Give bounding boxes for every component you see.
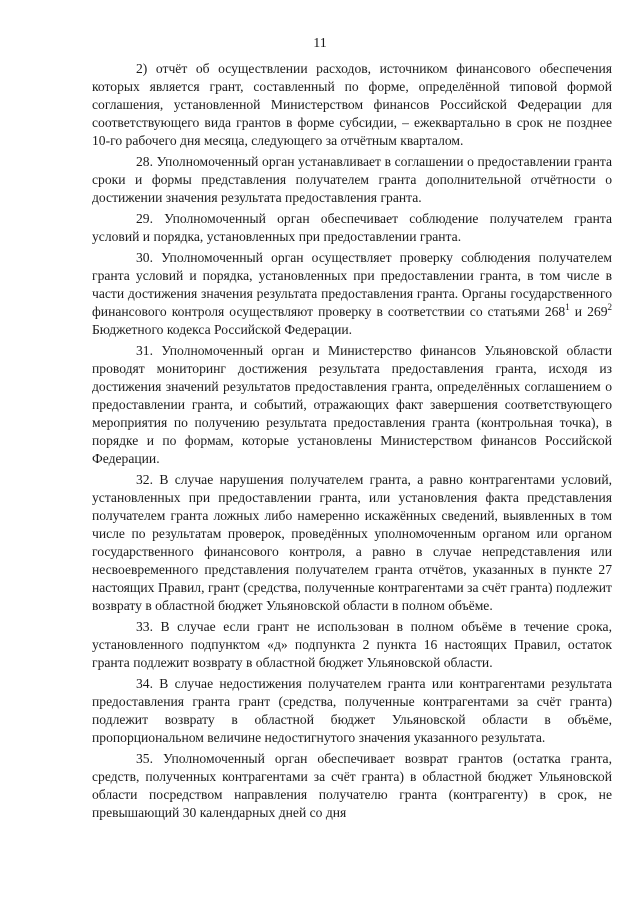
superscript-2: 2: [607, 302, 612, 312]
paragraph-35: 35. Уполномоченный орган обеспечивает возврат грантов (остатка гранта, средств, полученных контрагентами за счёт гранта) в областной бюджет Ульяновской области посредством направления получателю гранта (контрагенту) в срок, не превышающий 30 календарных дней со дня: [92, 751, 612, 820]
paragraph-28: 28. Уполномоченный орган устанавливает в соглашении о предоставлении гранта сроки и формы представления получателем гранта дополнительной отчётности о достижении значения результата предоставления гранта.: [92, 154, 612, 205]
paragraph-30: [92, 249, 612, 339]
paragraph-33: 33. В случае если грант не использован в полном объёме в течение срока, установленного подпунктом «д» подпункта 2 пункта 16 настоящих Правил, остаток гранта подлежит возврату в областной бюджет Ульяновской области.: [92, 619, 612, 670]
superscript-1: 1: [565, 302, 570, 312]
paragraph-30-text-c: Бюджетного кодекса Российской Федерации.: [92, 322, 353, 337]
paragraph-34: 34. В случае недостижения получателем гранта или контрагентами результата предоставления гранта грант (средства, полученные контрагентами за счёт гранта) подлежит возврату в областной бюджет Ульяновской области в объёме, пропорциональном величине недостигнутого значения указанного результата.: [92, 676, 612, 745]
paragraph-30-text-a: 30. Уполномоченный орган осуществляет проверку соблюдения получателем гранта условий и порядка, установленных при предоставлении гранта, в том числе в части достижения значения результата предоставления гранта. Органы государственного финансового контроля осуществляют проверку в соответствии со статьями 268: [92, 250, 612, 319]
paragraph-27-item-2: 2) отчёт об осуществлении расходов, источником финансового обеспечения которых является грант, составленный по форме, определённой типовой формой соглашения, установленной Министерством финансов Российской Федерации для соответствующего вида грантов в форме субсидии, – ежеквартально в срок не позднее 10-го рабочего дня месяца, следующего за отчётным кварталом.: [92, 61, 612, 148]
paragraph-31: 31. Уполномоченный орган и Министерство финансов Ульяновской области проводят мониторинг достижения результата предоставления гранта, исходя из достижения значений результатов предоставления гранта, определённых соглашением о предоставлении гранта, и событий, отражающих факт завершения соответствующего мероприятия по получению результата предоставления гранта (контрольная точка), в порядке и по формам, которые установлены Министерством финансов Российской Федерации.: [92, 343, 612, 466]
page-number: 11: [313, 36, 327, 51]
document-body: [92, 60, 612, 825]
paragraph-32: 32. В случае нарушения получателем гранта, а равно контрагентами условий, установленных при предоставлении гранта, или установления факта представления получателем гранта ложных либо намеренно искажённых сведений, выявленных в том числе по результатам проверок, проведённых уполномоченным органом или органом государственного финансового контроля, а равно в случае непредставления или несвоевременного представления получателем гранта отчётов, указанных в пункте 27 настоящих Правил, грант (средства, полученные контрагентами за счёт гранта) подлежит возврату в областной бюджет Ульяновской области в полном объёме.: [92, 472, 612, 613]
paragraph-29: 29. Уполномоченный орган обеспечивает соблюдение получателем гранта условий и порядка, установленных при предоставлении гранта.: [92, 211, 612, 244]
paragraph-30-text-b: и 269: [569, 304, 608, 319]
